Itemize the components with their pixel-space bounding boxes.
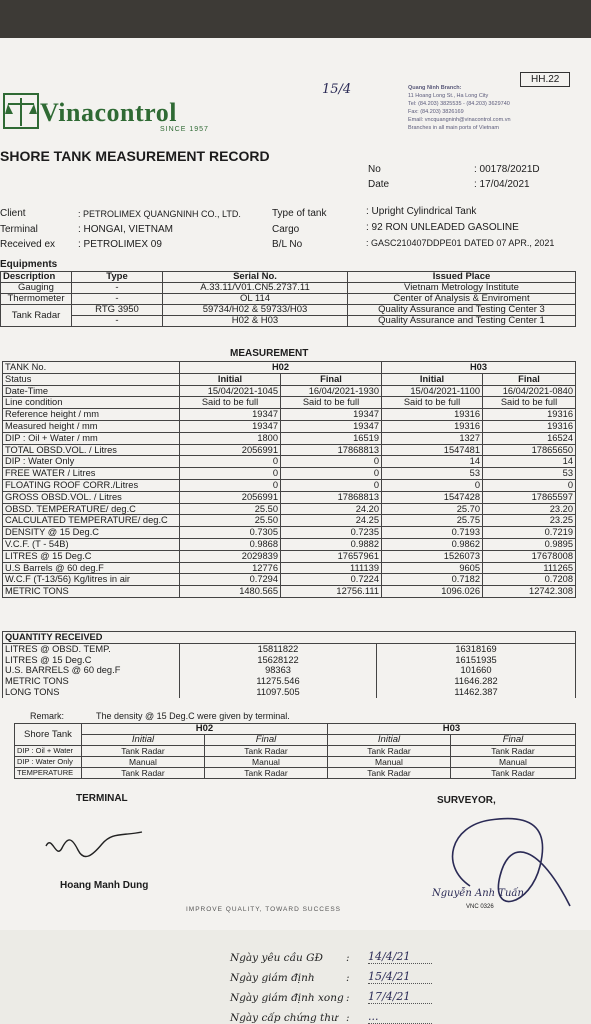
footer-label: Ngày yêu cầu GĐ bbox=[230, 952, 323, 964]
footer-colon: : bbox=[346, 972, 350, 984]
measurement-cell: Said to be full bbox=[180, 397, 281, 409]
measurement-cell: 16/04/2021-1930 bbox=[281, 385, 382, 397]
measurement-cell: 14 bbox=[483, 456, 576, 468]
measurement-row-label: Measured height / mm bbox=[3, 420, 180, 432]
footer-colon: : bbox=[346, 992, 350, 1004]
branch-title: Quang Ninh Branch: bbox=[408, 85, 462, 91]
measurement-cell: 0.7208 bbox=[483, 574, 576, 586]
status-h03-initial: Initial bbox=[382, 373, 483, 385]
quantity-cell: 11646.282 bbox=[377, 676, 576, 687]
shore-tank-row bbox=[15, 768, 576, 779]
shore-tank-table bbox=[14, 723, 576, 779]
measurement-cell: Said to be full bbox=[382, 397, 483, 409]
bl-label: B/L No bbox=[272, 239, 303, 250]
remark-label: Remark: bbox=[30, 711, 65, 721]
measurement-row-label: CALCULATED TEMPERATURE/ deg.C bbox=[3, 515, 180, 527]
tank-type-value: : Upright Cylindrical Tank bbox=[366, 206, 477, 217]
shore-h03-final: Final bbox=[451, 735, 576, 746]
footer-handwritten-value: 17/4/21 bbox=[368, 990, 432, 1004]
measurement-cell: 53 bbox=[382, 468, 483, 480]
footer-handwritten-value: ... bbox=[368, 1010, 432, 1024]
measurement-row-label: FLOATING ROOF CORR./Litres bbox=[3, 479, 180, 491]
measurement-cell: 25.50 bbox=[180, 515, 281, 527]
document-page bbox=[0, 38, 591, 958]
measurement-cell: 19347 bbox=[180, 420, 281, 432]
measurement-cell: 17678008 bbox=[483, 550, 576, 562]
measurement-cell: 23.25 bbox=[483, 515, 576, 527]
measurement-cell: 24.25 bbox=[281, 515, 382, 527]
measurement-cell: 0 bbox=[180, 479, 281, 491]
radar2-type: - bbox=[72, 316, 163, 327]
no-value: : 00178/2021D bbox=[474, 164, 540, 175]
cargo-label: Cargo bbox=[272, 224, 300, 235]
brand-name: Vinacontrol bbox=[40, 98, 177, 127]
shore-h02-initial: Initial bbox=[82, 735, 205, 746]
radar1-type: RTG 3950 bbox=[72, 305, 163, 316]
quantity-cell: 16151935 bbox=[377, 655, 576, 666]
received-label: Received ex bbox=[0, 239, 56, 250]
measurement-cell: 0.7235 bbox=[281, 527, 382, 539]
header-description: Description bbox=[1, 272, 72, 283]
measurement-cell: 1526073 bbox=[382, 550, 483, 562]
quantity-heading: QUANTITY RECEIVED bbox=[3, 632, 576, 644]
measurement-cell: 25.70 bbox=[382, 503, 483, 515]
quantity-table bbox=[2, 631, 576, 698]
shore-cell: Tank Radar bbox=[451, 768, 576, 779]
document-title: SHORE TANK MEASUREMENT RECORD bbox=[0, 148, 270, 164]
footer-handwritten-value: 14/4/21 bbox=[368, 950, 432, 964]
measurement-cell: 19347 bbox=[180, 409, 281, 421]
client-value: : PETROLIMEX QUANGNINH CO., LTD. bbox=[78, 209, 241, 219]
shore-cell: Manual bbox=[451, 757, 576, 768]
measurement-row-label: DIP : Oil + Water / mm bbox=[3, 432, 180, 444]
shore-row-label: DIP : Water Only bbox=[15, 757, 82, 768]
measurement-cell: 1800 bbox=[180, 432, 281, 444]
equipments-table bbox=[0, 271, 576, 327]
measurement-cell: 0.9862 bbox=[382, 538, 483, 550]
branch-line: Branches in all main ports of Vietnam bbox=[408, 125, 499, 131]
measurement-row bbox=[3, 527, 576, 539]
form-code: HH.22 bbox=[520, 72, 570, 87]
surveyor-code: VNC 0326 bbox=[466, 904, 494, 910]
measurement-cell: 19316 bbox=[382, 409, 483, 421]
bl-value: : GASC210407DDPE01 DATED 07 APR., 2021 bbox=[366, 238, 555, 248]
measurement-cell: 24.20 bbox=[281, 503, 382, 515]
measurement-row-label: LITRES @ 15 Deg.C bbox=[3, 550, 180, 562]
measurement-row bbox=[3, 562, 576, 574]
measurement-cell: 0.7305 bbox=[180, 527, 281, 539]
shore-h03-initial: Initial bbox=[328, 735, 451, 746]
measurement-cell: 19347 bbox=[281, 409, 382, 421]
measurement-cell: 1547481 bbox=[382, 444, 483, 456]
measurement-row-label: OBSD. TEMPERATURE/ deg.C bbox=[3, 503, 180, 515]
date-label: Date bbox=[368, 179, 390, 190]
shore-cell: Tank Radar bbox=[205, 768, 328, 779]
measurement-cell: 19316 bbox=[483, 420, 576, 432]
measurement-row-label: DENSITY @ 15 Deg.C bbox=[3, 527, 180, 539]
measurement-cell: 1547428 bbox=[382, 491, 483, 503]
shore-h03: H03 bbox=[328, 724, 576, 735]
terminal-person-name: Hoang Manh Dung bbox=[60, 880, 149, 891]
shore-cell: Tank Radar bbox=[328, 768, 451, 779]
shore-tank-row bbox=[15, 746, 576, 757]
background-top bbox=[0, 0, 591, 38]
no-label: No bbox=[368, 164, 381, 175]
header-type: Type bbox=[72, 272, 163, 283]
shore-h02: H02 bbox=[82, 724, 328, 735]
remark-text: The density @ 15 Deg.C were given by terminal. bbox=[96, 711, 290, 721]
tank-h02: H02 bbox=[180, 362, 382, 374]
measurement-cell: 0 bbox=[281, 456, 382, 468]
measurement-row bbox=[3, 385, 576, 397]
measurement-row bbox=[3, 468, 576, 480]
shore-cell: Tank Radar bbox=[82, 768, 205, 779]
measurement-cell: 0 bbox=[382, 479, 483, 491]
measurement-cell: 19316 bbox=[382, 420, 483, 432]
measurement-cell: 0.9868 bbox=[180, 538, 281, 550]
shore-cell: Tank Radar bbox=[328, 746, 451, 757]
measurement-row bbox=[3, 515, 576, 527]
measurement-cell: 0.7294 bbox=[180, 574, 281, 586]
measurement-row bbox=[3, 503, 576, 515]
measurement-cell: 53 bbox=[483, 468, 576, 480]
measurement-row bbox=[3, 456, 576, 468]
footer-label: Ngày giám định xong bbox=[230, 992, 344, 1004]
shore-cell: Manual bbox=[328, 757, 451, 768]
measurement-row bbox=[3, 420, 576, 432]
measurement-cell: 0.7224 bbox=[281, 574, 382, 586]
measurement-cell: 111265 bbox=[483, 562, 576, 574]
measurement-cell: Said to be full bbox=[281, 397, 382, 409]
measurement-cell: 1480.565 bbox=[180, 586, 281, 598]
branch-line: Email: vncquangninh@vinacontrol.com.vn bbox=[408, 117, 511, 123]
slogan: IMPROVE QUALITY, TOWARD SUCCESS bbox=[186, 906, 342, 913]
surveyor-sign-label: SURVEYOR, bbox=[437, 795, 496, 806]
measurement-cell: 0.9895 bbox=[483, 538, 576, 550]
shore-tank-row bbox=[15, 757, 576, 768]
shore-row-label: TEMPERATURE bbox=[15, 768, 82, 779]
measurement-cell: 0 bbox=[180, 456, 281, 468]
branch-line: 11 Hoang Long St., Ha Long City bbox=[408, 93, 489, 99]
shore-cell: Tank Radar bbox=[451, 746, 576, 757]
shore-tank-label: Shore Tank bbox=[15, 724, 82, 746]
measurement-cell: 0 bbox=[180, 468, 281, 480]
client-label: Client bbox=[0, 208, 26, 219]
footer-colon: : bbox=[346, 952, 350, 964]
measurement-cell: 111139 bbox=[281, 562, 382, 574]
thermometer-desc: Thermometer bbox=[1, 294, 72, 305]
shore-row-label: DIP : Oil + Water bbox=[15, 746, 82, 757]
measurement-row-label: FREE WATER / Litres bbox=[3, 468, 180, 480]
measurement-cell: 0 bbox=[483, 479, 576, 491]
brand-since: SINCE 1957 bbox=[160, 126, 209, 133]
footer-colon: : bbox=[346, 1012, 350, 1024]
quantity-cell: 15811822 bbox=[180, 643, 377, 654]
measurement-cell: 16/04/2021-0840 bbox=[483, 385, 576, 397]
status-label: Status bbox=[3, 373, 180, 385]
thermometer-place: Center of Analysis & Enviroment bbox=[348, 294, 576, 305]
measurement-cell: 17865597 bbox=[483, 491, 576, 503]
quantity-row bbox=[3, 665, 576, 676]
header-issued-place: Issued Place bbox=[348, 272, 576, 283]
shore-cell: Manual bbox=[205, 757, 328, 768]
quantity-cell: 11275.546 bbox=[180, 676, 377, 687]
measurement-cell: Said to be full bbox=[483, 397, 576, 409]
footer-handwritten-value: 15/4/21 bbox=[368, 970, 432, 984]
measurement-cell: 1327 bbox=[382, 432, 483, 444]
measurement-row bbox=[3, 491, 576, 503]
measurement-cell: 17865650 bbox=[483, 444, 576, 456]
surveyor-signature-icon bbox=[430, 806, 580, 931]
measurement-cell: 15/04/2021-1100 bbox=[382, 385, 483, 397]
measurement-cell: 17868813 bbox=[281, 444, 382, 456]
quantity-cell: 15628122 bbox=[180, 655, 377, 666]
surveyor-person-name: Nguyễn Anh Tuấn bbox=[432, 888, 524, 899]
footer-area bbox=[0, 930, 591, 1024]
quantity-row-label: U.S. BARRELS @ 60 deg.F bbox=[3, 665, 180, 676]
quantity-row bbox=[3, 655, 576, 666]
measurement-cell: 14 bbox=[382, 456, 483, 468]
measurement-cell: 25.75 bbox=[382, 515, 483, 527]
branch-line: Tel: (84.203) 3825535 - (84.203) 3629740 bbox=[408, 101, 510, 107]
radar1-serial: 59734/H02 & 59733/H03 bbox=[163, 305, 348, 316]
terminal-value: : HONGAI, VIETNAM bbox=[78, 224, 174, 235]
measurement-row bbox=[3, 550, 576, 562]
quantity-row bbox=[3, 676, 576, 687]
gauging-serial: A.33.11/V01.CN5.2737.11 bbox=[163, 283, 348, 294]
quantity-cell: 11097.505 bbox=[180, 687, 377, 698]
branch-line: Fax: (84.203) 3826169 bbox=[408, 109, 464, 115]
measurement-cell: 0.7219 bbox=[483, 527, 576, 539]
measurement-cell: 17868813 bbox=[281, 491, 382, 503]
measurement-row-label: GROSS OBSD.VOL. / Litres bbox=[3, 491, 180, 503]
tank-h03: H03 bbox=[382, 362, 576, 374]
status-h02-final: Final bbox=[281, 373, 382, 385]
measurement-cell: 12756.111 bbox=[281, 586, 382, 598]
shore-cell: Tank Radar bbox=[205, 746, 328, 757]
shore-cell: Manual bbox=[82, 757, 205, 768]
measurement-cell: 16524 bbox=[483, 432, 576, 444]
measurement-cell: 19316 bbox=[483, 409, 576, 421]
measurement-row bbox=[3, 479, 576, 491]
cargo-value: : 92 RON UNLEADED GASOLINE bbox=[366, 222, 519, 233]
quantity-row-label: METRIC TONS bbox=[3, 676, 180, 687]
measurement-heading: MEASUREMENT bbox=[230, 348, 309, 359]
measurement-row-label: Date-Time bbox=[3, 385, 180, 397]
tank-type-label: Type of tank bbox=[272, 208, 327, 219]
quantity-cell: 98363 bbox=[180, 665, 377, 676]
date-value: : 17/04/2021 bbox=[474, 179, 530, 190]
measurement-cell: 19347 bbox=[281, 420, 382, 432]
measurement-row-label: DIP : Water Only bbox=[3, 456, 180, 468]
terminal-label: Terminal bbox=[0, 224, 38, 235]
quantity-row bbox=[3, 643, 576, 654]
measurement-row-label: METRIC TONS bbox=[3, 586, 180, 598]
thermometer-serial: OL 114 bbox=[163, 294, 348, 305]
terminal-sign-label: TERMINAL bbox=[76, 793, 128, 804]
gauging-desc: Gauging bbox=[1, 283, 72, 294]
measurement-cell: 2029839 bbox=[180, 550, 281, 562]
measurement-row bbox=[3, 444, 576, 456]
measurement-row bbox=[3, 432, 576, 444]
measurement-row bbox=[3, 397, 576, 409]
measurement-cell: 2056991 bbox=[180, 444, 281, 456]
footer-label: Ngày giám định bbox=[230, 972, 315, 984]
measurement-table bbox=[2, 361, 576, 598]
radar-desc: Tank Radar bbox=[1, 305, 72, 327]
quantity-row-label: LITRES @ 15 Deg.C bbox=[3, 655, 180, 666]
shore-cell: Tank Radar bbox=[82, 746, 205, 757]
measurement-cell: 0 bbox=[281, 479, 382, 491]
measurement-cell: 9605 bbox=[382, 562, 483, 574]
quantity-cell: 16318169 bbox=[377, 643, 576, 654]
measurement-row-label: V.C.F. (T - 54B) bbox=[3, 538, 180, 550]
thermometer-type: - bbox=[72, 294, 163, 305]
measurement-cell: 0.9882 bbox=[281, 538, 382, 550]
measurement-cell: 23.20 bbox=[483, 503, 576, 515]
measurement-cell: 16519 bbox=[281, 432, 382, 444]
measurement-cell: 0 bbox=[281, 468, 382, 480]
received-value: : PETROLIMEX 09 bbox=[78, 239, 162, 250]
measurement-cell: 12776 bbox=[180, 562, 281, 574]
quantity-row bbox=[3, 687, 576, 698]
quantity-row-label: LONG TONS bbox=[3, 687, 180, 698]
footer-label: Ngày cấp chứng thư bbox=[230, 1012, 338, 1024]
quantity-row-label: LITRES @ OBSD. TEMP. bbox=[3, 643, 180, 654]
handwritten-date-note: 15/4 bbox=[322, 82, 352, 97]
measurement-cell: 17657961 bbox=[281, 550, 382, 562]
quantity-cell: 11462.387 bbox=[377, 687, 576, 698]
measurement-row-label: TOTAL OBSD.VOL. / Litres bbox=[3, 444, 180, 456]
measurement-row bbox=[3, 538, 576, 550]
measurement-cell: 15/04/2021-1045 bbox=[180, 385, 281, 397]
measurement-row-label: Line condition bbox=[3, 397, 180, 409]
vinacontrol-logo-icon bbox=[2, 92, 40, 137]
measurement-cell: 25.50 bbox=[180, 503, 281, 515]
measurement-cell: 0.7193 bbox=[382, 527, 483, 539]
radar1-place: Quality Assurance and Testing Center 3 bbox=[348, 305, 576, 316]
shore-h02-final: Final bbox=[205, 735, 328, 746]
tank-no-label: TANK No. bbox=[3, 362, 180, 374]
status-h03-final: Final bbox=[483, 373, 576, 385]
measurement-cell: 0.7182 bbox=[382, 574, 483, 586]
measurement-cell: 2056991 bbox=[180, 491, 281, 503]
measurement-row-label: W.C.F (T-13/56) Kg/litres in air bbox=[3, 574, 180, 586]
measurement-cell: 1096.026 bbox=[382, 586, 483, 598]
measurement-row bbox=[3, 574, 576, 586]
gauging-place: Vietnam Metrology Institute bbox=[348, 283, 576, 294]
terminal-signature-icon bbox=[42, 826, 162, 871]
header-serial: Serial No. bbox=[163, 272, 348, 283]
measurement-cell: 12742.308 bbox=[483, 586, 576, 598]
quantity-cell: 101660 bbox=[377, 665, 576, 676]
equipments-heading: Equipments bbox=[0, 259, 58, 270]
measurement-row bbox=[3, 409, 576, 421]
status-h02-initial: Initial bbox=[180, 373, 281, 385]
radar2-serial: H02 & H03 bbox=[163, 316, 348, 327]
branch-info bbox=[408, 84, 511, 132]
measurement-row-label: U.S Barrels @ 60 deg.F bbox=[3, 562, 180, 574]
measurement-row-label: Reference height / mm bbox=[3, 409, 180, 421]
gauging-type: - bbox=[72, 283, 163, 294]
radar2-place: Quality Assurance and Testing Center 1 bbox=[348, 316, 576, 327]
measurement-row bbox=[3, 586, 576, 598]
